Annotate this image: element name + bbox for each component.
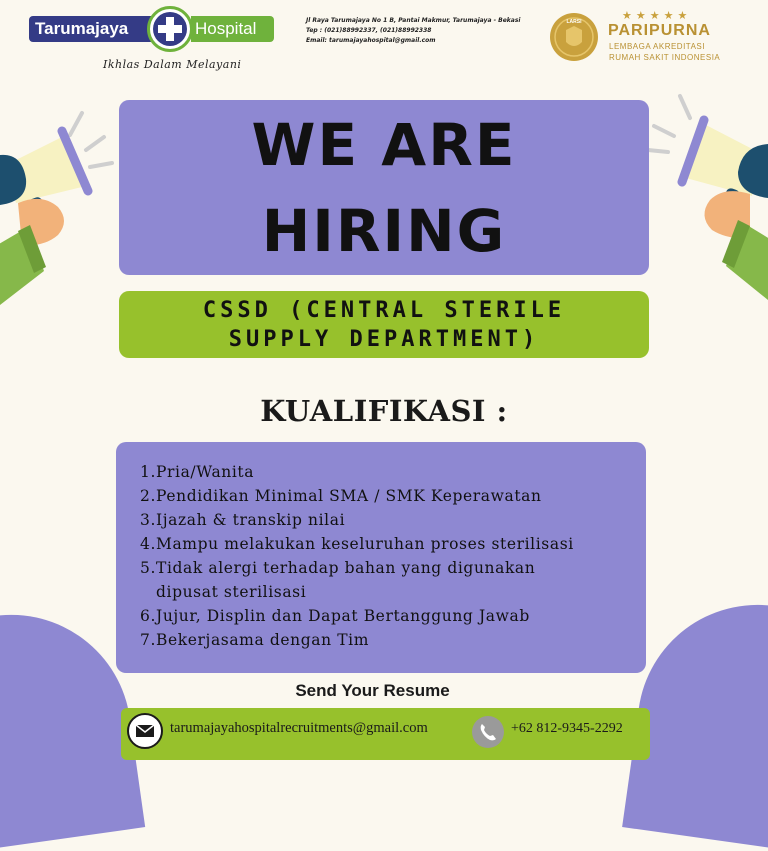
hospital-tagline: Ikhlas Dalam Melayani [103,58,242,71]
list-number: 3. [140,511,156,529]
accreditation-badge-icon [549,12,599,62]
qualifications-title: KUALIFIKASI : [260,394,508,428]
hospital-logo [29,6,274,50]
list-number [140,580,156,604]
address-line: Jl Raya Tarumajaya No 1 B, Pantai Makmur, Tarumajaya - Bekasi [306,17,521,24]
list-number: 1. [140,463,156,481]
list-text: Pria/Wanita [156,463,255,481]
list-text: Ijazah & transkip nilai [156,511,346,529]
position-line-1: CSSD (CENTRAL STERILE [202,298,566,323]
hiring-banner [119,100,649,275]
badge-text: LARSI [566,19,582,25]
list-number: 5. [140,559,156,577]
list-number: 2. [140,487,156,505]
mail-icon [127,713,163,749]
list-text: Mampu melakukan keseluruhan proses sterilisasi [156,535,574,553]
list-text: Bekerjasama dengan Tim [156,631,369,649]
megaphone-right-icon [638,90,768,305]
list-number: 4. [140,535,156,553]
list-text: Jujur, Displin dan Dapat Bertanggung Jawab [156,607,530,625]
phone-icon [472,716,504,748]
list-text: Tidak alergi terhadap bahan yang digunakan [156,559,536,577]
position-banner [119,291,649,358]
list-number: 6. [140,607,156,625]
list-item-continuation [140,580,574,604]
list-item [140,628,574,652]
accreditation-sub-line: RUMAH SAKIT INDONESIA [609,53,721,62]
position-line-2: SUPPLY DEPARTMENT) [228,327,540,352]
hiring-line-2: HIRING [261,197,507,265]
accreditation-sub-line: LEMBAGA AKREDITASI [609,42,705,51]
hiring-line-1: WE ARE [251,111,517,179]
list-item [140,604,574,628]
list-item [140,556,574,580]
megaphone-left-icon [0,95,130,310]
hospital-address [306,16,536,46]
send-resume-heading: Send Your Resume [295,681,450,700]
qualifications-box [116,442,646,673]
phone-line: Tep : (021)88992337, (021)88992338 [306,27,432,34]
email-line: Email: tarumajayahospital@gmail.com [306,37,436,44]
list-number: 7. [140,631,156,649]
qualifications-list [140,460,574,652]
medical-cross-icon [147,6,193,52]
rating-stars: ★★★★★ [622,9,692,22]
list-text: Pendidikan Minimal SMA / SMK Keperawatan [156,487,542,505]
logo-text-right: Hospital [191,16,274,42]
contact-bar [121,708,650,760]
accreditation-title: PARIPURNA [608,22,711,39]
accreditation-subtitle [609,41,720,63]
list-item [140,460,574,484]
list-item [140,508,574,532]
list-item [140,532,574,556]
contact-phone-link[interactable]: +62 812-9345-2292 [511,721,623,736]
contact-email-link[interactable]: tarumajayahospitalrecruitments@gmail.com [170,720,428,736]
logo-text-left: Tarumajaya [29,16,159,42]
list-text: dipusat sterilisasi [156,583,307,601]
list-item [140,484,574,508]
